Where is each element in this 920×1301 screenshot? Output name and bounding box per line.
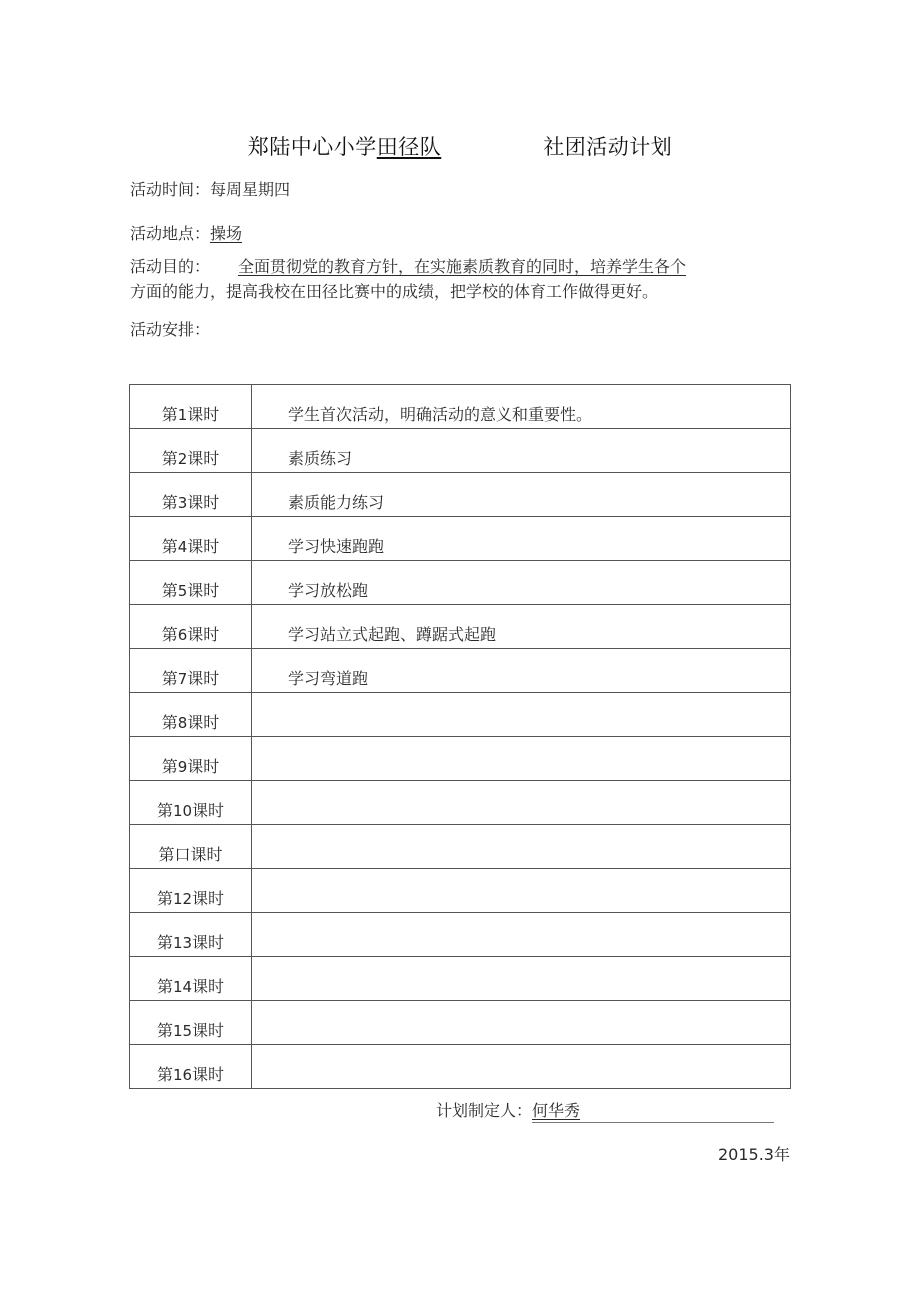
lesson-post: 课时 (192, 1065, 225, 1084)
lesson-post: 课时 (187, 581, 220, 600)
lesson-content-cell (252, 561, 791, 605)
lesson-num: 3 (177, 494, 188, 512)
lesson-num: 4 (177, 538, 188, 556)
table-row (130, 473, 791, 517)
lesson-num: 1 (177, 406, 188, 424)
lesson-pre: 第 (161, 757, 178, 776)
lesson-num: 14 (172, 978, 193, 996)
lesson-num: 10 (172, 802, 193, 820)
lesson-content-cell (252, 473, 791, 517)
table-row (130, 1045, 791, 1089)
plan-date-unit: 年 (773, 1145, 790, 1164)
lesson-pre: 第 (156, 801, 173, 820)
plan-date (718, 1142, 790, 1165)
lesson-post: 课时 (192, 1021, 225, 1040)
plan-date-num: 2015.3 (718, 1145, 774, 1164)
activity-purpose-label: 活动目的： (130, 257, 211, 276)
lesson-content-cell (252, 913, 791, 957)
lesson-content-cell (252, 605, 791, 649)
lesson-pre: 第 (161, 669, 178, 688)
lesson-post: 课时 (192, 801, 225, 820)
lesson-content-cell (252, 649, 791, 693)
lesson-content-cell (252, 781, 791, 825)
lesson-number-cell (130, 693, 252, 737)
lesson-pre: 第 (156, 933, 173, 952)
table-row (130, 957, 791, 1001)
lesson-num: 5 (177, 582, 188, 600)
lesson-number-cell (130, 1045, 252, 1089)
activity-place (130, 222, 242, 246)
table-row (130, 429, 791, 473)
title-suffix: 社团活动计划 (543, 135, 673, 159)
lesson-content: 素质能力练习 (288, 493, 385, 512)
title-team: 田径队 (376, 135, 442, 159)
table-row (130, 781, 791, 825)
lesson-pre: 第 (156, 889, 173, 908)
activity-time (130, 178, 290, 202)
table-row (130, 737, 791, 781)
lesson-content: 学习快速跑跑 (288, 537, 385, 556)
lesson-post: 课时 (187, 405, 220, 424)
lesson-post: 课时 (192, 977, 225, 996)
lesson-pre: 第 (156, 1065, 173, 1084)
activity-purpose-line2: 方面的能力，提高我校在田径比赛中的成绩，把学校的体育工作做得更好。 (130, 282, 659, 301)
lesson-content: 学习放松跑 (288, 581, 369, 600)
table-row (130, 385, 791, 429)
lesson-number-cell (130, 605, 252, 649)
lesson-number-cell (130, 957, 252, 1001)
activity-place-label: 活动地点： (130, 224, 211, 243)
table-row (130, 693, 791, 737)
lesson-pre: 第 (161, 625, 178, 644)
lesson-pre: 第 (161, 581, 178, 600)
lesson-number-cell (130, 561, 252, 605)
lesson-content-cell (252, 385, 791, 429)
lesson-post: 课时 (187, 493, 220, 512)
planner (436, 1098, 790, 1123)
table-row (130, 1001, 791, 1045)
lesson-content: 素质练习 (288, 449, 353, 468)
lesson-number-cell (130, 825, 252, 869)
table-row (130, 605, 791, 649)
table-row (130, 649, 791, 693)
lesson-post: 课时 (192, 889, 225, 908)
lesson-pre: 第 (161, 449, 178, 468)
page-title (0, 131, 920, 161)
lesson-content-cell (252, 825, 791, 869)
lesson-content: 学习弯道跑 (288, 669, 369, 688)
lesson-num: 15 (172, 1022, 193, 1040)
planner-name: 何华秀 (532, 1101, 581, 1120)
lesson-content-cell (252, 869, 791, 913)
lesson-num: 2 (177, 450, 188, 468)
lesson-number-cell (130, 737, 252, 781)
lesson-content-cell (252, 737, 791, 781)
table-row (130, 517, 791, 561)
lesson-content: 学生首次活动，明确活动的意义和重要性。 (288, 405, 593, 424)
lesson-number-cell (130, 913, 252, 957)
lesson-number-cell (130, 385, 252, 429)
lesson-num: 13 (172, 934, 193, 952)
lesson-pre: 第 (156, 1021, 173, 1040)
lesson-num: 8 (177, 714, 188, 732)
lesson-post: 课时 (187, 625, 220, 644)
lesson-content: 学习站立式起跑、蹲踞式起跑 (288, 625, 497, 644)
lesson-post: 课时 (187, 669, 220, 688)
lesson-num: 7 (177, 670, 188, 688)
activity-purpose-continued (130, 280, 658, 304)
title-school: 郑陆中心小学 (247, 135, 377, 159)
activity-purpose (130, 255, 686, 279)
lesson-number-cell (130, 869, 252, 913)
lesson-pre: 第 (161, 537, 178, 556)
lesson-pre: 第口课时 (158, 845, 223, 864)
activity-arrangement-label: 活动安排： (130, 320, 211, 339)
lesson-pre: 第 (156, 977, 173, 996)
lesson-num: 6 (177, 626, 188, 644)
lesson-content-cell (252, 1001, 791, 1045)
lesson-pre: 第 (161, 713, 178, 732)
lesson-post: 课时 (187, 757, 220, 776)
lesson-post: 课时 (187, 713, 220, 732)
lesson-number-cell (130, 517, 252, 561)
lesson-post: 课时 (187, 537, 220, 556)
lesson-content-cell (252, 429, 791, 473)
lesson-content-cell (252, 517, 791, 561)
lesson-content-cell (252, 1045, 791, 1089)
table-row (130, 825, 791, 869)
lesson-number-cell (130, 473, 252, 517)
lesson-number-cell (130, 649, 252, 693)
lesson-num: 16 (172, 1066, 193, 1084)
activity-place-value: 操场 (210, 224, 243, 243)
table-row (130, 869, 791, 913)
activity-time-label: 活动时间： (130, 180, 211, 199)
lesson-pre: 第 (161, 493, 178, 512)
lesson-num: 9 (177, 758, 188, 776)
lesson-content-cell (252, 693, 791, 737)
lesson-number-cell (130, 781, 252, 825)
activity-time-value: 每周星期四 (210, 180, 291, 199)
activity-arrangement (130, 318, 210, 342)
table-row (130, 561, 791, 605)
table-row (130, 913, 791, 957)
activity-purpose-line1: 全面贯彻党的教育方针，在实施素质教育的同时，培养学生各个 (238, 257, 687, 276)
lesson-num: 12 (172, 890, 193, 908)
lesson-table-body (130, 385, 791, 1089)
lesson-number-cell (130, 1001, 252, 1045)
lesson-content-cell (252, 957, 791, 1001)
lesson-number-cell (130, 429, 252, 473)
lesson-post: 课时 (187, 449, 220, 468)
planner-label: 计划制定人： (436, 1101, 533, 1120)
lesson-post: 课时 (192, 933, 225, 952)
lesson-table (129, 384, 791, 1089)
lesson-pre: 第 (161, 405, 178, 424)
planner-signature-line (532, 1098, 774, 1123)
